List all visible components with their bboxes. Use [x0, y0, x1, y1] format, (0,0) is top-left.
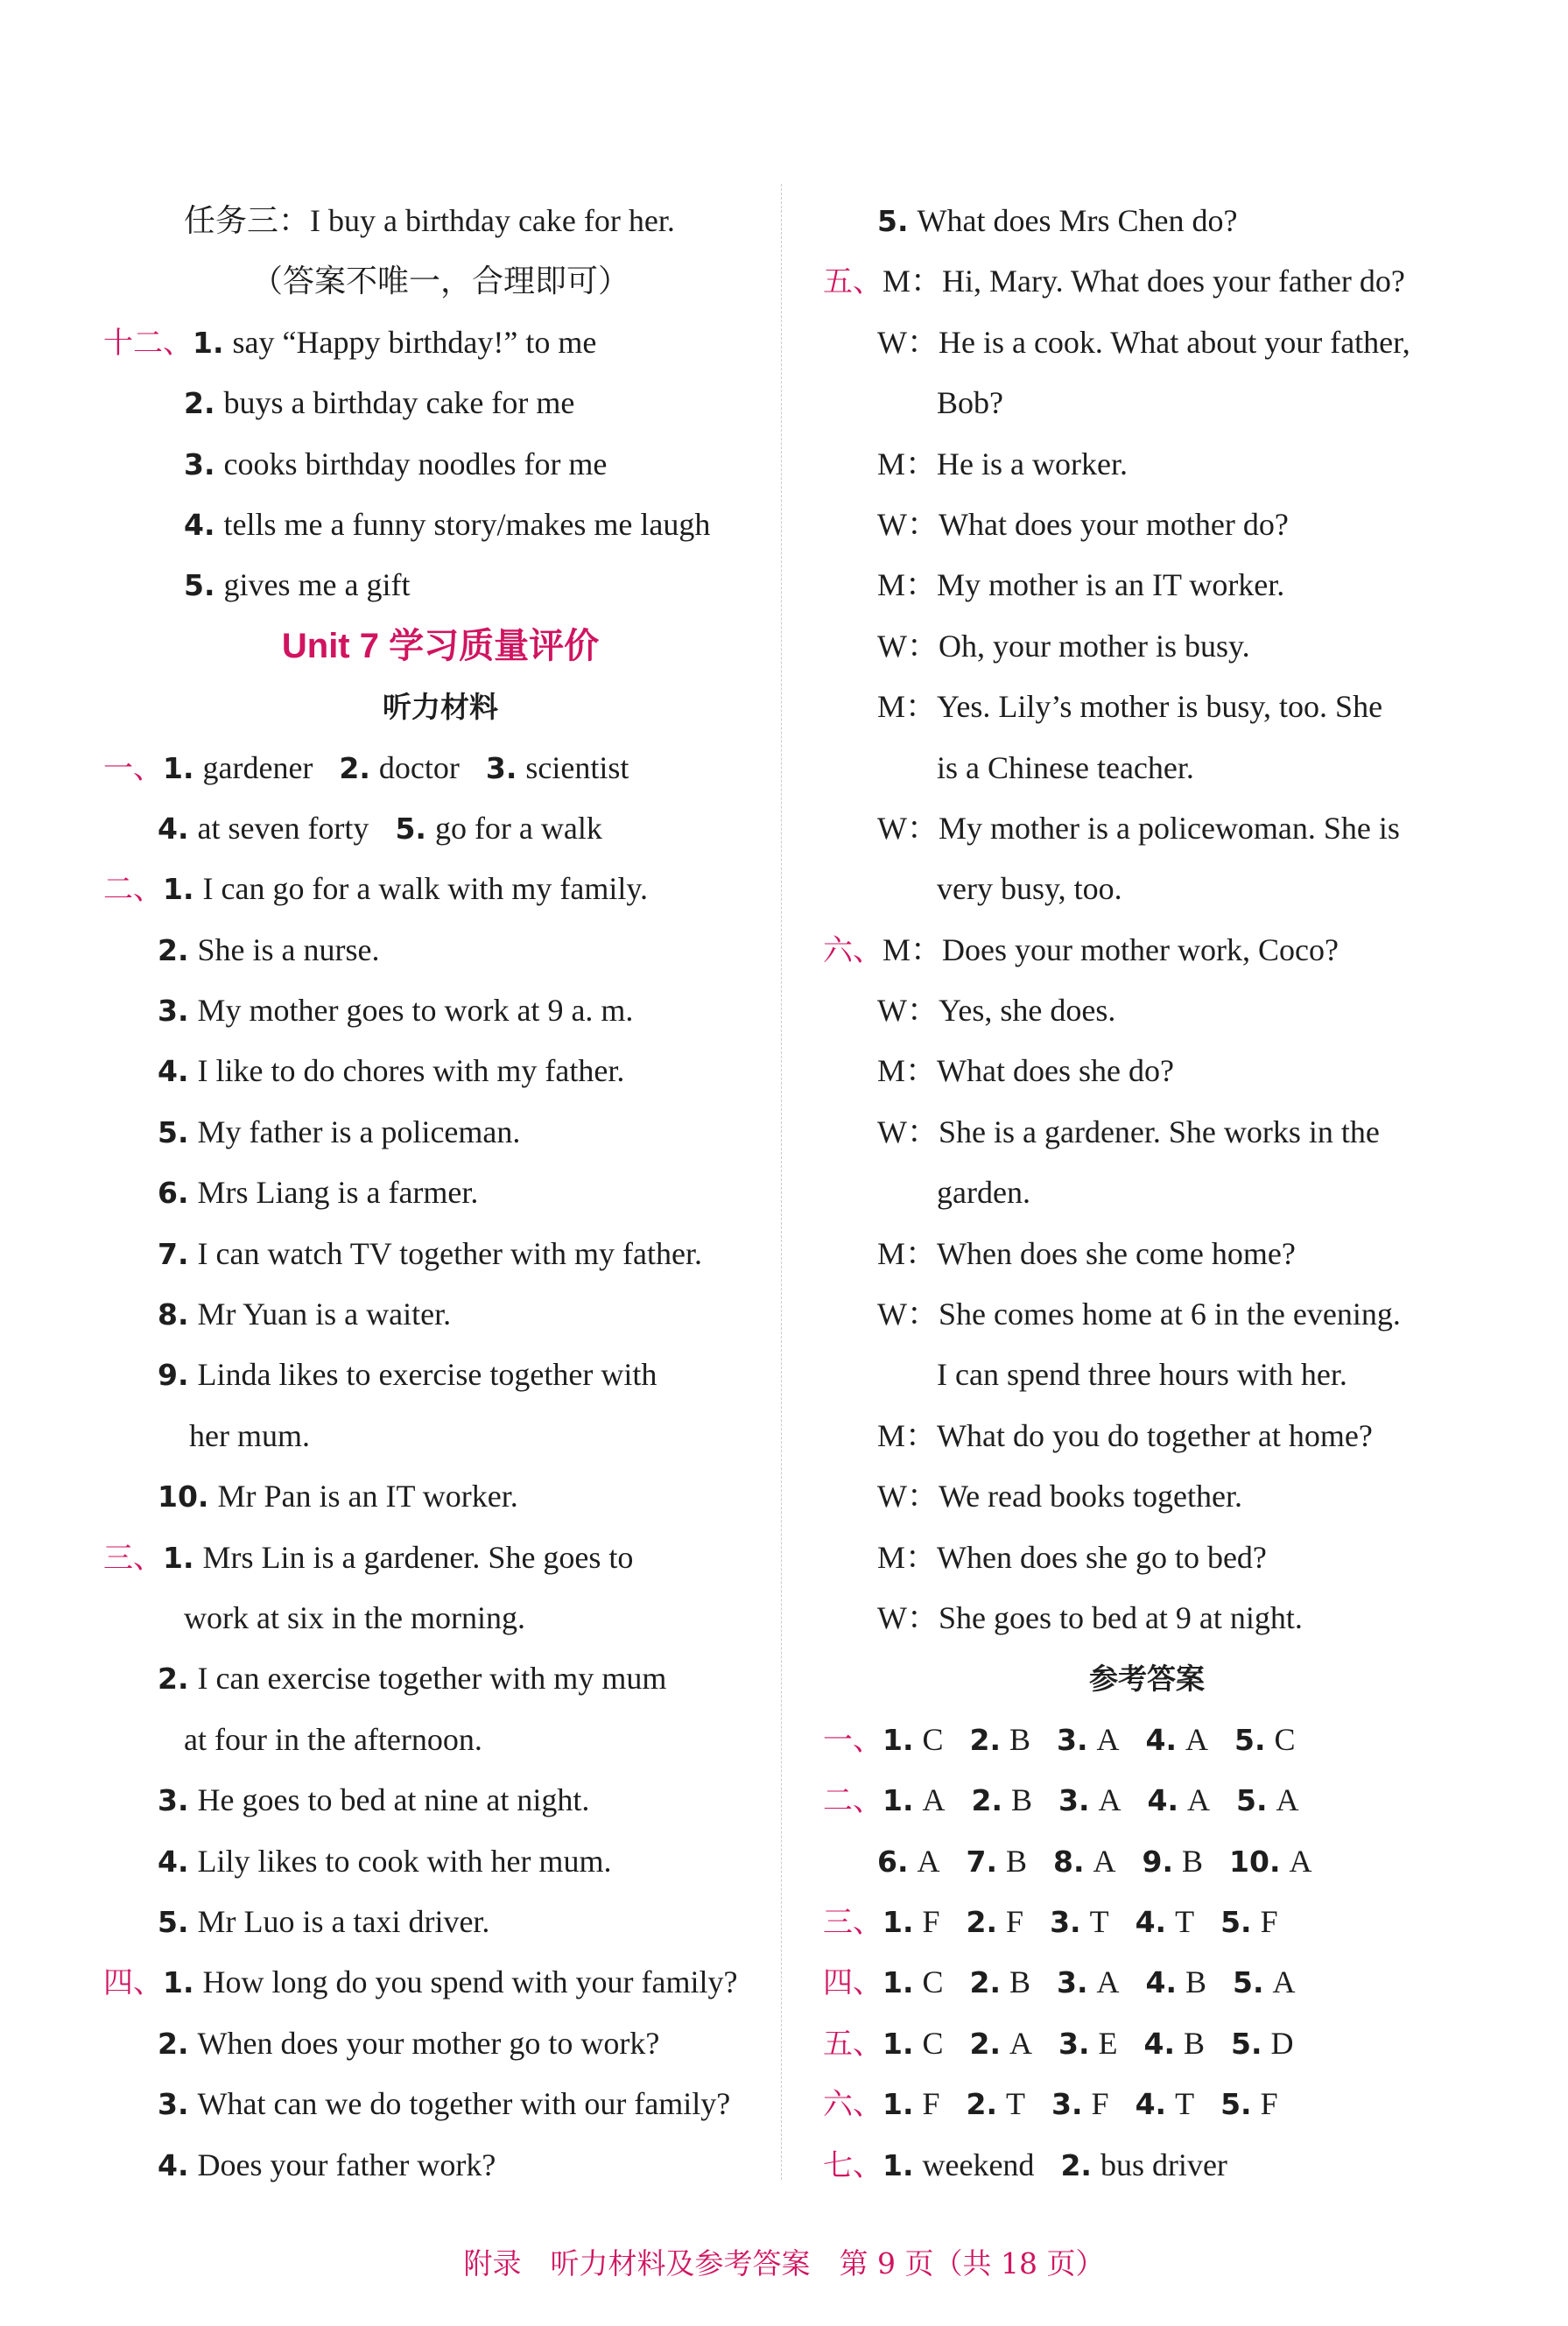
item-number: 5.: [1220, 2087, 1252, 2122]
speech: When does she go to bed?: [937, 1539, 1267, 1575]
item-text: buys a birthday cake for me: [223, 385, 575, 421]
s3-item: [103, 1770, 777, 1831]
right-column: [823, 191, 1471, 2196]
section-label: 一、: [823, 1722, 882, 1758]
speaker: M：: [877, 1539, 938, 1575]
section-label: 二、: [823, 1783, 882, 1819]
item-number: 2.: [339, 750, 370, 785]
s3-item: [103, 1528, 777, 1588]
s5-line: [823, 495, 1471, 555]
s12-item: [103, 555, 777, 615]
item-text: A: [1009, 2025, 1033, 2061]
s6-line: [823, 1466, 1471, 1527]
item-text: T: [1175, 1903, 1195, 1939]
speaker: M：: [877, 1235, 938, 1271]
speech: She comes home at 6 in the evening.: [938, 1297, 1401, 1332]
item-number: 2.: [966, 2087, 998, 2122]
section-label: 十二、: [103, 325, 193, 361]
item-text: go for a walk: [434, 810, 602, 846]
item-number: 3.: [1058, 1783, 1090, 1818]
item-text: I can go for a walk with my family.: [202, 871, 649, 907]
item-text: A: [1187, 1782, 1211, 1818]
speech: We read books together.: [938, 1479, 1242, 1514]
item-number: 4.: [1147, 1783, 1179, 1818]
speech: What do you do together at home?: [937, 1417, 1373, 1453]
item-number: 1.: [193, 325, 224, 360]
item-text: I like to do chores with my father.: [197, 1053, 625, 1089]
item-text: A: [1289, 1843, 1312, 1879]
item-number: 4.: [1143, 2026, 1176, 2061]
item-number: 1.: [163, 1540, 194, 1575]
item-text: F: [1006, 1903, 1024, 1939]
item-text: What can we do together with our family?: [197, 2086, 731, 2122]
speaker: W：: [877, 506, 939, 542]
s12-item: [103, 373, 777, 433]
speech: What does she do?: [937, 1053, 1174, 1089]
page-footer: 附录 听力材料及参考答案 第 9 页（共 18 页）: [463, 2246, 1105, 2280]
speech: Yes. Lily’s mother is busy, too. She: [937, 689, 1383, 725]
item-text: How long do you spend with your family?: [202, 1964, 738, 2000]
section-label: 五、: [823, 264, 882, 300]
item-number: 3.: [158, 2087, 189, 2122]
item-number: 3.: [1057, 1722, 1088, 1757]
item-number: 3.: [158, 994, 189, 1029]
column-divider: [781, 184, 782, 2180]
item-number: 2.: [158, 932, 189, 967]
listening-title: 听力材料: [383, 690, 498, 725]
item-text: My father is a policeman.: [197, 1114, 521, 1149]
item-number: 4.: [158, 1844, 189, 1879]
speech: Oh, your mother is busy.: [938, 628, 1250, 664]
s3-item: [103, 1831, 777, 1892]
s4-item: [103, 2013, 777, 2074]
item-number: 1.: [882, 2087, 914, 2122]
section-label: 四、: [103, 1965, 163, 2001]
answer-row: [823, 1952, 1471, 2013]
item-number: 4.: [184, 507, 215, 542]
item-number: 5.: [395, 811, 426, 846]
s5-line: [823, 798, 1471, 859]
item-text: When does your mother go to work?: [197, 2025, 660, 2061]
item-text: F: [1260, 2086, 1278, 2122]
item-number: 2.: [966, 1904, 998, 1939]
item-text: gardener: [202, 749, 313, 785]
s2-item: [103, 859, 777, 919]
speech: She goes to bed at 9 at night.: [938, 1599, 1303, 1635]
s2-item: [103, 920, 777, 980]
item-text: She is a nurse.: [197, 931, 380, 967]
s3-item: [103, 1648, 777, 1709]
s2-item-cont: her mum.: [189, 1417, 310, 1453]
item-number: 6.: [877, 1844, 909, 1879]
item-number: 1.: [882, 2026, 914, 2061]
s5-line: [823, 677, 1471, 737]
answer-row: [823, 1831, 1471, 1892]
item-text: F: [1091, 2086, 1109, 2122]
item-number: 1.: [882, 1904, 914, 1939]
item-text: B: [1009, 1964, 1031, 2000]
item-number: 3.: [158, 1783, 189, 1818]
item-number: 5.: [1236, 1783, 1268, 1818]
item-text: E: [1098, 2025, 1118, 2061]
item-number: 5.: [877, 204, 909, 238]
item-text: weekend: [922, 2147, 1035, 2182]
speech: He is a worker.: [937, 446, 1128, 481]
s1-line: [103, 798, 777, 859]
speaker: W：: [877, 628, 939, 664]
speech: She is a gardener. She works in the: [938, 1114, 1380, 1149]
s5-line-cont: very busy, too.: [937, 871, 1122, 907]
s6-line: [823, 1041, 1471, 1101]
section-label: 三、: [823, 1904, 882, 1940]
s2-item: [103, 1041, 777, 1101]
speaker: W：: [877, 1599, 939, 1635]
section-label: 二、: [103, 872, 163, 908]
item-text: T: [1175, 2086, 1195, 2122]
section-label: 一、: [103, 750, 163, 786]
item-number: 1.: [882, 1722, 914, 1757]
speaker: W：: [877, 1479, 939, 1514]
speech: My mother is an IT worker.: [937, 567, 1285, 603]
item-number: 2.: [969, 2026, 1002, 2061]
s6-line: [823, 920, 1471, 980]
s4-item: [103, 2074, 777, 2134]
item-text: Mr Luo is a taxi driver.: [197, 1903, 490, 1939]
item-text: say “Happy birthday!” to me: [232, 324, 597, 360]
unit-title: Unit 7 学习质量评价: [281, 626, 600, 665]
item-text: A: [1098, 1782, 1122, 1818]
item-text: B: [1184, 2025, 1206, 2061]
item-number: 3.: [184, 446, 215, 481]
answers-title: 参考答案: [1089, 1662, 1205, 1697]
item-text: A: [1272, 1964, 1296, 2000]
s5-line: [823, 313, 1471, 373]
s6-line: [823, 1588, 1471, 1648]
item-number: 4.: [1135, 2087, 1167, 2122]
speaker: W：: [877, 810, 939, 846]
speaker: M：: [882, 264, 943, 299]
item-number: 2.: [158, 1662, 189, 1697]
s5-line: [823, 434, 1471, 495]
s3-item-cont: at four in the afternoon.: [184, 1721, 482, 1757]
item-text: A: [1093, 1843, 1116, 1879]
item-text: My mother goes to work at 9 a. m.: [197, 993, 634, 1029]
s6-line: [823, 1406, 1471, 1466]
answer-row: [823, 1710, 1471, 1770]
s6-line-cont: garden.: [937, 1175, 1030, 1211]
left-column: [103, 191, 777, 2196]
answer-row: [823, 2135, 1471, 2196]
section-label: 三、: [103, 1540, 163, 1576]
item-number: 5.: [1231, 2026, 1262, 2061]
item-number: 2.: [969, 1722, 1002, 1757]
s3-item-cont: work at six in the morning.: [184, 1599, 525, 1635]
item-text: Mr Pan is an IT worker.: [217, 1479, 518, 1514]
item-number: 1.: [163, 872, 194, 907]
item-text: T: [1006, 2086, 1026, 2122]
item-text: He goes to bed at nine at night.: [197, 1782, 590, 1818]
item-text: A: [917, 1843, 940, 1879]
s5-line: [823, 555, 1471, 615]
item-text: Does your father work?: [197, 2147, 496, 2182]
item-number: 3.: [485, 750, 517, 785]
item-text: A: [1185, 1721, 1209, 1757]
item-text: A: [1276, 1782, 1299, 1818]
section-label: 四、: [823, 1965, 882, 2001]
s4-item: [823, 191, 1471, 251]
item-number: 2.: [971, 1783, 1002, 1818]
item-text: at seven forty: [197, 810, 369, 846]
speaker: W：: [877, 324, 939, 360]
speaker: M：: [877, 567, 938, 603]
s6-line: [823, 980, 1471, 1041]
answer-row: [823, 1892, 1471, 1952]
section-label: 五、: [823, 2026, 882, 2062]
speech: Hi, Mary. What does your father do?: [942, 264, 1405, 299]
s6-line: [823, 1284, 1471, 1345]
item-number: 8.: [158, 1297, 189, 1332]
s5-line-cont: is a Chinese teacher.: [937, 749, 1194, 785]
item-text: Mr Yuan is a waiter.: [197, 1297, 452, 1332]
note-line: （答案不唯一，合理即可）: [250, 264, 629, 299]
item-number: 8.: [1053, 1844, 1085, 1879]
item-text: cooks birthday noodles for me: [223, 446, 608, 481]
item-text: I can watch TV together with my father.: [197, 1235, 702, 1271]
s6-line: [823, 1102, 1471, 1163]
item-number: 3.: [1058, 2026, 1090, 2061]
item-number: 5.: [158, 1904, 189, 1939]
speaker: M：: [877, 446, 938, 481]
s4-item: [103, 1952, 777, 2013]
s12-item: [103, 434, 777, 495]
speech: My mother is a policewoman. She is: [938, 810, 1400, 846]
item-number: 3.: [1051, 2087, 1083, 2122]
item-number: 4.: [1145, 1965, 1178, 2000]
s2-item: [103, 1466, 777, 1527]
item-text: Lily likes to cook with her mum.: [197, 1843, 612, 1879]
item-text: B: [1009, 1721, 1031, 1757]
s5-line-cont: Bob?: [937, 385, 1003, 421]
item-number: 6.: [158, 1176, 189, 1211]
item-text: Linda likes to exercise together with: [197, 1357, 657, 1393]
item-number: 2.: [184, 386, 215, 421]
speech: Yes, she does.: [938, 993, 1116, 1029]
s4-item: [103, 2135, 777, 2196]
task-line: 任务三：I buy a birthday cake for her.: [184, 203, 675, 238]
speech: When does she come home?: [937, 1235, 1296, 1271]
item-text: T: [1089, 1903, 1109, 1939]
speaker: W：: [877, 1297, 939, 1332]
item-number: 5.: [1233, 1965, 1264, 2000]
item-text: F: [922, 1903, 940, 1939]
item-number: 9.: [1142, 1844, 1174, 1879]
item-text: A: [922, 1782, 946, 1818]
item-number: 2.: [158, 2026, 189, 2061]
item-number: 5.: [158, 1114, 189, 1149]
item-text: I can exercise together with my mum: [197, 1661, 667, 1697]
item-number: 4.: [1145, 1722, 1178, 1757]
item-number: 1.: [163, 750, 194, 785]
item-number: 1.: [163, 1965, 194, 2000]
speaker: M：: [877, 1053, 938, 1089]
speech: What does your mother do?: [938, 506, 1289, 542]
item-text: A: [1096, 1721, 1120, 1757]
speaker: M：: [877, 689, 938, 725]
s2-item: [103, 1163, 777, 1223]
item-text: tells me a funny story/makes me laugh: [223, 506, 711, 542]
item-number: 4.: [158, 811, 189, 846]
item-text: doctor: [378, 749, 460, 785]
item-text: F: [1260, 1903, 1278, 1939]
s2-item: [103, 1284, 777, 1345]
item-number: 5.: [1220, 1904, 1252, 1939]
item-text: C: [922, 2025, 944, 2061]
s2-item: [103, 1224, 777, 1284]
item-number: 1.: [882, 1965, 914, 2000]
item-number: 10.: [1229, 1844, 1281, 1879]
section-label: 六、: [823, 2087, 882, 2123]
item-text: Mrs Liang is a farmer.: [197, 1175, 479, 1211]
speaker: W：: [877, 1114, 939, 1149]
item-text: B: [1182, 1843, 1204, 1879]
item-number: 4.: [158, 1054, 189, 1089]
section-label: 六、: [823, 932, 882, 968]
s5-line: [823, 251, 1471, 312]
speaker: M：: [877, 1417, 938, 1453]
item-number: 4.: [1135, 1904, 1167, 1939]
s3-item: [103, 1892, 777, 1952]
item-text: C: [922, 1964, 944, 2000]
s2-item: [103, 1102, 777, 1163]
speech: Does your mother work, Coco?: [942, 931, 1339, 967]
item-text: F: [922, 2086, 940, 2122]
item-text: C: [1274, 1721, 1296, 1757]
item-text: B: [1185, 1964, 1207, 2000]
item-number: 9.: [158, 1358, 189, 1393]
s2-item: [103, 980, 777, 1041]
item-number: 10.: [158, 1479, 209, 1514]
item-number: 2.: [1060, 2147, 1092, 2182]
s1-line: [103, 738, 777, 798]
item-number: 1.: [882, 2147, 914, 2182]
item-number: 2.: [969, 1965, 1002, 2000]
item-text: C: [922, 1721, 944, 1757]
item-number: 4.: [158, 2147, 189, 2182]
item-text: B: [1011, 1782, 1033, 1818]
answer-row: [823, 2013, 1471, 2074]
item-text: What does Mrs Chen do?: [917, 203, 1238, 238]
s5-line: [823, 616, 1471, 677]
item-number: 5.: [184, 568, 215, 603]
item-number: 1.: [882, 1783, 914, 1818]
item-text: bus driver: [1100, 2147, 1227, 2182]
item-number: 7.: [158, 1236, 189, 1271]
item-number: 3.: [1057, 1965, 1088, 2000]
item-text: gives me a gift: [223, 567, 411, 603]
speaker: W：: [877, 993, 939, 1029]
item-number: 5.: [1234, 1722, 1266, 1757]
section-label: 七、: [823, 2147, 882, 2183]
item-text: D: [1270, 2025, 1294, 2061]
item-text: scientist: [525, 749, 629, 785]
s6-line: [823, 1528, 1471, 1588]
s12-item: [103, 495, 777, 555]
s6-line-cont: I can spend three hours with her.: [937, 1357, 1347, 1393]
answer-row: [823, 1770, 1471, 1831]
item-text: Mrs Lin is a gardener. She goes to: [202, 1539, 634, 1575]
s2-item: [103, 1345, 777, 1405]
speech: He is a cook. What about your father,: [938, 324, 1410, 360]
item-number: 3.: [1050, 1904, 1081, 1939]
s6-line: [823, 1224, 1471, 1284]
item-text: B: [1006, 1843, 1028, 1879]
s12-item: [103, 313, 777, 373]
answer-row: [823, 2074, 1471, 2134]
speaker: M：: [882, 931, 943, 967]
item-text: A: [1096, 1964, 1120, 2000]
item-number: 7.: [966, 1844, 997, 1879]
